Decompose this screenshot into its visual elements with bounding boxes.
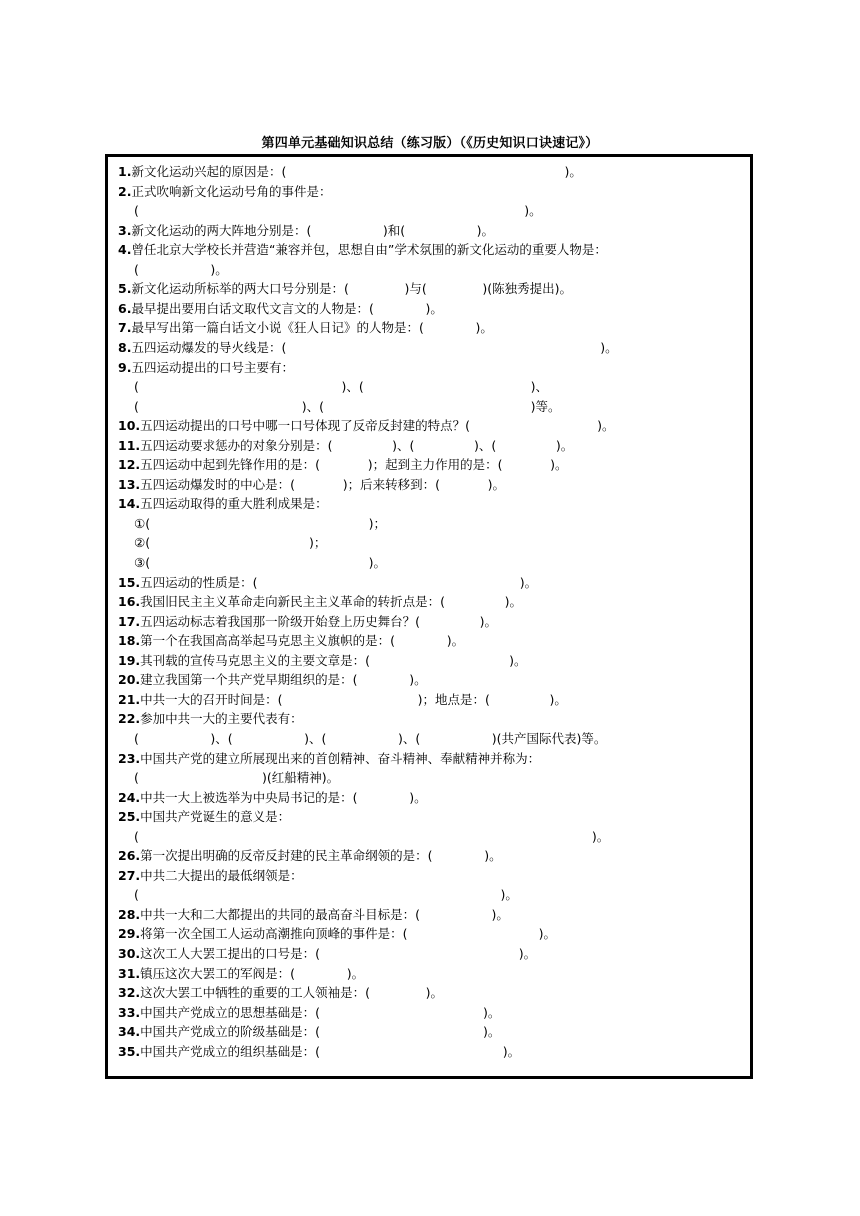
question-text: 五四运动要求惩办的对象分别是：( )、( )、( )。	[140, 437, 574, 453]
question-line	[118, 965, 364, 983]
question-number: 16.	[118, 594, 141, 610]
question-text: 第一个在我国高高举起马克思主义旗帜的是：( )。	[140, 633, 465, 649]
question-line	[118, 359, 294, 377]
question-line	[118, 339, 618, 357]
question-line	[118, 437, 573, 455]
question-line	[134, 378, 548, 396]
question-line	[118, 945, 536, 963]
question-number: 10.	[118, 418, 141, 434]
question-line	[118, 476, 505, 494]
question-number: 4.	[118, 242, 132, 258]
question-text: 中国共产党诞生的意义是：	[140, 809, 291, 825]
question-line	[118, 1004, 500, 1022]
question-line	[134, 261, 228, 279]
question-line	[118, 495, 328, 513]
question-line	[134, 828, 609, 846]
question-number: 34.	[118, 1024, 141, 1040]
question-number: 19.	[118, 652, 141, 668]
question-line	[118, 593, 522, 611]
question-text: ( )、( )等。	[134, 398, 561, 414]
question-line	[118, 671, 427, 689]
question-text: 中国共产党成立的组织基础是：( )。	[140, 1043, 521, 1059]
question-text: 中共一大上被选举为中央局书记的是：( )。	[140, 789, 427, 805]
question-line	[118, 222, 494, 240]
page-title: 第四单元基础知识总结（练习版）（《历史知识口诀速记》）	[261, 136, 599, 151]
question-number: 5.	[118, 281, 132, 297]
question-text: 中国共产党成立的阶级基础是：( )。	[140, 1024, 501, 1040]
question-number: 33.	[118, 1004, 141, 1020]
question-number: 9.	[118, 359, 132, 375]
question-text: 中共一大的召开时间是：( )；地点是：( )。	[140, 691, 567, 707]
question-line	[118, 750, 540, 768]
question-text: 镇压这次大罢工的军阀是：( )。	[140, 965, 365, 981]
question-text: ③( )。	[134, 555, 386, 570]
question-line	[118, 183, 331, 201]
question-text: 新文化运动兴起的原因是：( )。	[131, 164, 582, 179]
question-number: 28.	[118, 906, 141, 922]
question-text: ①( )；	[134, 515, 386, 531]
question-line	[118, 925, 556, 943]
question-text: 我国旧民主主义革命走向新民主主义革命的转折点是：( )。	[140, 594, 523, 610]
question-line	[118, 847, 502, 865]
question-number: 18.	[118, 633, 141, 649]
question-number: 12.	[118, 457, 141, 473]
question-line	[118, 280, 572, 298]
question-text: ②( )；	[134, 535, 327, 551]
question-text: 曾任北京大学校长并营造“兼容并包，思想自由”学术氛围的新文化运动的重要人物是：	[131, 242, 607, 258]
question-text: ( )。	[134, 261, 228, 277]
question-line	[118, 163, 582, 181]
question-line	[118, 417, 615, 435]
question-text: 第一次提出明确的反帝反封建的民主革命纲领的是：( )。	[140, 848, 502, 864]
question-line	[134, 515, 386, 533]
question-text: 五四运动中起到先锋作用的是：( )；起到主力作用的是：( )。	[140, 457, 568, 473]
question-number: 26.	[118, 848, 141, 864]
question-text: 新文化运动所标举的两大口号分别是：( )与( )(陈独秀提出)。	[131, 281, 572, 297]
question-line	[134, 202, 542, 220]
question-number: 20.	[118, 672, 141, 688]
question-text: 五四运动爆发的导火线是：( )。	[131, 339, 618, 355]
question-text: ( )。	[134, 887, 518, 903]
question-number: 7.	[118, 320, 132, 336]
question-number: 31.	[118, 965, 141, 981]
question-line	[118, 632, 464, 650]
question-text: 其刊载的宣传马克思主义的主要文章是：( )。	[140, 652, 527, 668]
question-text: 五四运动取得的重大胜利成果是：	[140, 496, 328, 512]
question-text: 正式吹响新文化运动号角的事件是：	[131, 183, 332, 199]
question-number: 1.	[118, 164, 132, 179]
question-text: 五四运动提出的口号主要有：	[131, 359, 294, 375]
question-number: 25.	[118, 809, 141, 825]
question-number: 30.	[118, 946, 141, 961]
question-line	[118, 652, 526, 670]
question-number: 11.	[118, 437, 141, 453]
question-number: 14.	[118, 496, 141, 512]
question-text: 最早写出第一篇白话文小说《狂人日记》的人物是：( )。	[131, 320, 493, 336]
question-text: 中国共产党的建立所展现出来的首创精神、奋斗精神、奉献精神并称为：	[140, 750, 541, 766]
question-text: 五四运动爆发时的中心是：( )；后来转移到：( )。	[140, 476, 506, 492]
question-line	[134, 554, 386, 572]
question-number: 6.	[118, 300, 132, 316]
question-number: 32.	[118, 985, 141, 1001]
question-line	[118, 867, 303, 885]
question-line	[134, 398, 561, 416]
question-number: 22.	[118, 711, 141, 727]
question-text: ( )(红船精神)。	[134, 770, 340, 786]
question-line	[118, 691, 567, 709]
question-number: 21.	[118, 691, 141, 707]
question-line	[118, 984, 443, 1002]
question-line	[118, 456, 568, 474]
question-line	[118, 1023, 500, 1041]
question-number: 8.	[118, 339, 132, 355]
question-text: 最早提出要用白话文取代文言文的人物是：( )。	[131, 300, 443, 316]
question-text: 建立我国第一个共产党早期组织的是：( )。	[140, 672, 427, 688]
question-line	[118, 319, 493, 337]
question-number: 24.	[118, 789, 141, 805]
question-line	[134, 534, 326, 552]
question-text: 五四运动的性质是：( )。	[140, 574, 538, 590]
question-text: 这次大罢工中牺牲的重要的工人领袖是：( )。	[140, 985, 444, 1001]
question-number: 2.	[118, 183, 132, 199]
question-line	[118, 789, 427, 807]
question-number: 17.	[118, 613, 141, 629]
question-line	[134, 886, 518, 904]
question-number: 23.	[118, 750, 141, 766]
question-text: 参加中共一大的主要代表有：	[140, 711, 303, 727]
question-line	[118, 710, 303, 728]
question-text: 将第一次全国工人运动高潮推向顶峰的事件是：( )。	[140, 926, 557, 942]
question-text: 中国共产党成立的思想基础是：( )。	[140, 1004, 501, 1020]
question-text: ( )、( )、	[134, 379, 549, 395]
question-line	[118, 1043, 520, 1061]
question-line	[118, 574, 537, 592]
question-line	[118, 808, 290, 826]
question-number: 29.	[118, 926, 141, 942]
question-text: 中共一大和二大都提出的共同的最高奋斗目标是：( )。	[140, 906, 509, 922]
question-line	[118, 241, 607, 259]
question-number: 15.	[118, 574, 141, 590]
question-number: 13.	[118, 476, 141, 492]
question-number: 35.	[118, 1043, 141, 1059]
question-text: ( )、( )、( )、( )(共产国际代表)等。	[134, 730, 607, 746]
question-number: 27.	[118, 867, 141, 883]
question-text: 五四运动提出的口号中哪一口号体现了反帝反封建的特点？( )。	[140, 418, 615, 434]
question-line	[134, 769, 339, 787]
question-line	[134, 730, 606, 748]
question-text: 这次工人大罢工提出的口号是：( )。	[140, 946, 537, 961]
question-line	[118, 613, 497, 631]
question-text: 新文化运动的两大阵地分别是：( )和( )。	[131, 222, 495, 238]
question-text: ( )。	[134, 203, 542, 219]
question-text: ( )。	[134, 828, 610, 844]
question-line	[118, 300, 443, 318]
question-text: 五四运动标志着我国那一阶级开始登上历史舞台？( )。	[140, 613, 498, 629]
question-number: 3.	[118, 222, 132, 238]
question-text: 中共二大提出的最低纲领是：	[140, 867, 303, 883]
question-line	[118, 906, 509, 924]
